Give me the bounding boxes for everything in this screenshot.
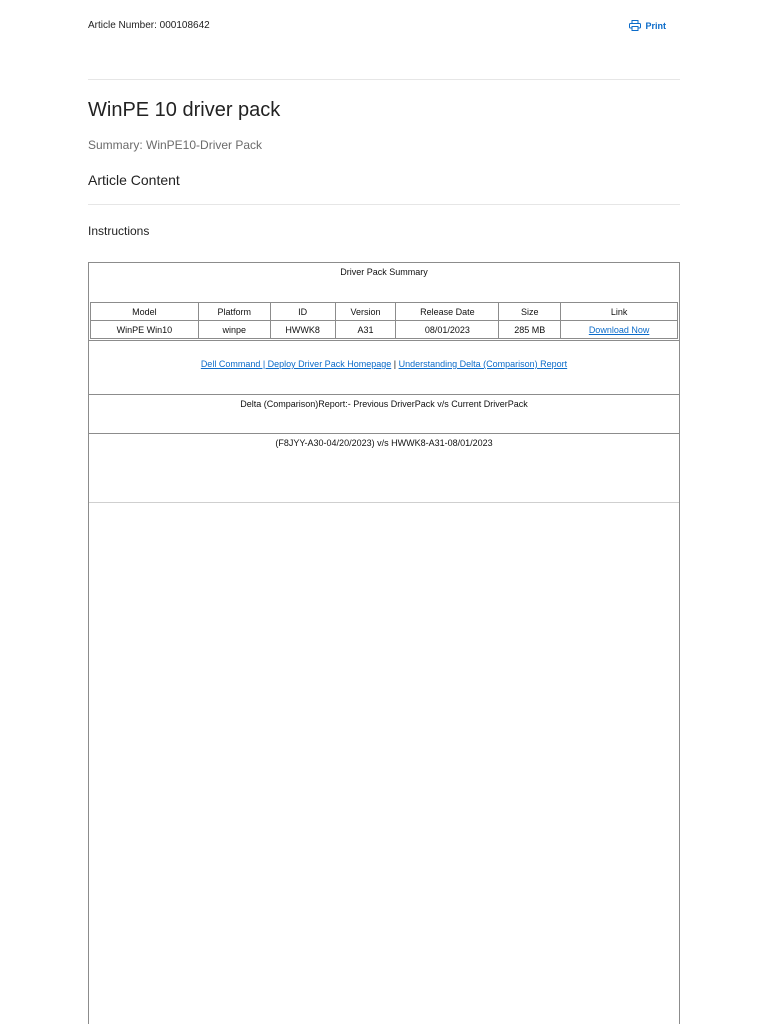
article-topbar xyxy=(88,0,680,80)
delta-heading: Delta (Comparison)Report:- Previous DriverPack v/s Current DriverPack xyxy=(240,399,528,409)
print-label: Print xyxy=(645,20,666,31)
article-summary: Summary: WinPE10-Driver Pack xyxy=(88,138,263,152)
driver-pack-homepage-link[interactable]: Dell Command | Deploy Driver Pack Homepage xyxy=(200,359,392,369)
column-header: Model xyxy=(91,303,199,321)
article-number: Article Number: 000108642 xyxy=(88,20,210,31)
printer-icon xyxy=(629,20,641,31)
links-section xyxy=(89,341,679,395)
article-page xyxy=(88,0,680,238)
cell-link xyxy=(561,321,678,339)
column-header: Size xyxy=(499,303,561,321)
column-header: ID xyxy=(270,303,335,321)
cell-model: WinPE Win10 xyxy=(91,321,199,339)
delta-heading-section xyxy=(89,395,679,434)
print-button[interactable] xyxy=(629,20,666,31)
instructions-heading: Instructions xyxy=(88,224,150,238)
page-title: WinPE 10 driver pack xyxy=(88,99,281,121)
table-header-row xyxy=(91,303,678,321)
column-header: Platform xyxy=(198,303,270,321)
delta-comparison-section xyxy=(89,434,679,503)
driver-pack-summary-section xyxy=(89,263,679,341)
delta-report-link[interactable]: Understanding Delta (Comparison) Report xyxy=(398,359,568,369)
driver-pack-caption: Driver Pack Summary xyxy=(340,267,428,277)
download-now-link[interactable]: Download Now xyxy=(588,324,650,335)
driver-pack-box xyxy=(88,262,680,1024)
cell-platform: winpe xyxy=(198,321,270,339)
column-header: Release Date xyxy=(396,303,499,321)
article-content-heading: Article Content xyxy=(88,172,680,205)
link-separator: | xyxy=(391,359,399,369)
cell-release-date: 08/01/2023 xyxy=(396,321,499,339)
column-header: Link xyxy=(561,303,678,321)
cell-version: A31 xyxy=(335,321,396,339)
cell-id: HWWK8 xyxy=(270,321,335,339)
column-header: Version xyxy=(335,303,396,321)
delta-comparison: (F8JYY-A30-04/20/2023) v/s HWWK8-A31-08/01/2023 xyxy=(275,438,493,448)
table-row xyxy=(91,321,678,339)
cell-size: 285 MB xyxy=(499,321,561,339)
driver-pack-table xyxy=(90,302,678,339)
